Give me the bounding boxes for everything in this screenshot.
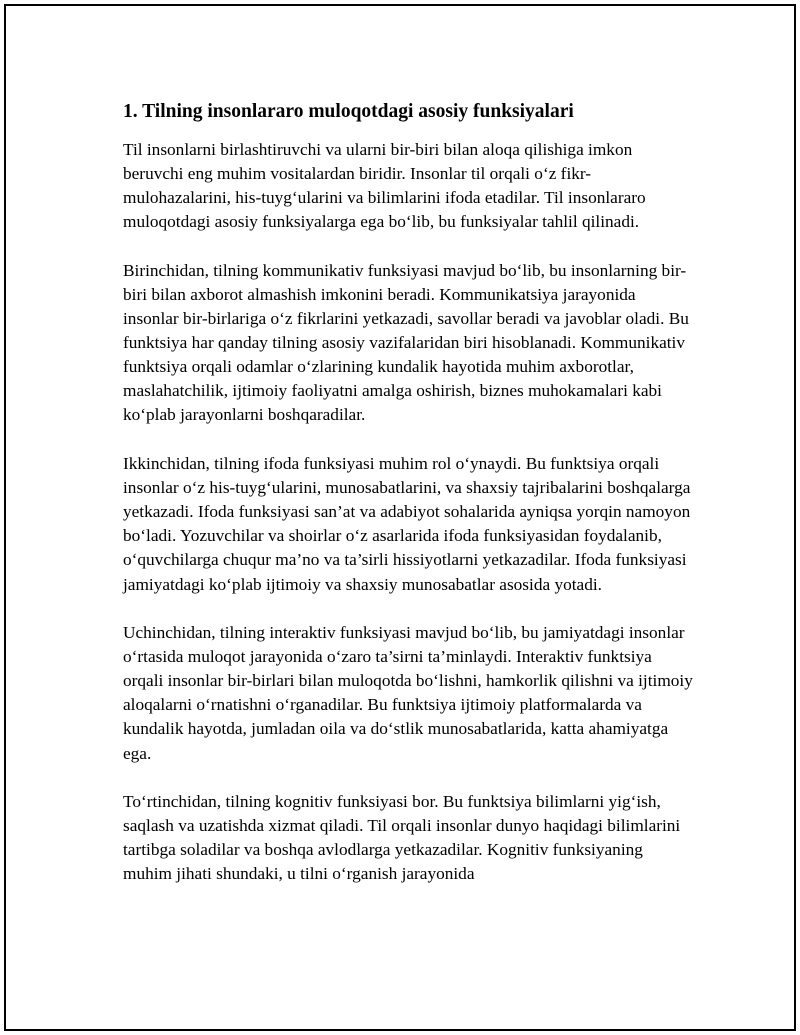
document-body [123, 98, 693, 911]
paragraph-interactive-function: Uchinchidan, tilning interaktiv funksiyasi mavjud bo‘lib, bu jamiyatdagi insonlar o‘rtasida muloqot jarayonida o‘zaro ta’sirni ta’minlaydi. Interaktiv funktsiya orqali insonlar bir-birlari bilan muloqotda bo‘lishni, hamkorlik qilishni va ijtimoiy aloqalarni o‘rnatishni o‘rganadilar. Bu funktsiya ijtimoiy platformalarda va kundalik hayotda, jumladan oila va do‘stlik munosabatlarida, katta ahamiyatga ega. [123, 623, 693, 763]
paragraph-cognitive-function: To‘rtinchidan, tilning kognitiv funksiyasi bor. Bu funktsiya bilimlarni yig‘ish, saqlash va uzatishda xizmat qiladi. Til orqali insonlar dunyo haqidagi bilimlarini tartibga soladilar va boshqa avlodlarga yetkazadilar. Kognitiv funksiyaning muhim jihati shundaki, u tilni o‘rganish jarayonida [123, 792, 681, 884]
page-frame [4, 4, 796, 1031]
section-heading: 1. Tilning insonlararo muloqotdagi asosiy funksiyalari [123, 101, 574, 122]
paragraph-expressive-function: Ikkinchidan, tilning ifoda funksiyasi muhim rol o‘ynaydi. Bu funktsiya orqali insonlar o‘z his-tuyg‘ularini, munosabatlarini, va shaxsiy tajribalarini boshqalarga yetkazadi. Ifoda funksiyasi san’at va adabiyot sohalarida ayniqsa yorqin namoyon bo‘ladi. Yozuvchilar va shoirlar o‘z asarlarida ifoda funksiyasidan foydalanib, o‘quvchilarga chuqur ma’no va ta’sirli hissiyotlarni yetkazadilar. Ifoda funksiyasi jamiyatdagi ko‘plab ijtimoiy va shaxsiy munosabatlar asosida yotadi. [123, 454, 691, 594]
paragraph-intro: Til insonlarni birlashtiruvchi va ularni bir-biri bilan aloqa qilishiga imkon beruvchi eng muhim vositalardan biridir. Insonlar til orqali o‘z fikr-mulohazalarini, his-tuyg‘ularini va bilimlarini ifoda etadilar. Til insonlararo muloqotdagi asosiy funksiyalarga ega bo‘lib, bu funksiyalar tahlil qilinadi. [123, 140, 646, 232]
paragraph-communicative-function: Birinchidan, tilning kommunikativ funksiyasi mavjud bo‘lib, bu insonlarning bir-biri bilan axborot almashish imkonini beradi. Kommunikatsiya jarayonida insonlar bir-birlariga o‘z fikrlarini yetkazadi, savollar beradi va javoblar oladi. Bu funktsiya har qanday tilning asosiy vazifalaridan biri hisoblanadi. Kommunikativ funktsiya orqali odamlar o‘zlarining kundalik hayotida muhim axborotlar, maslahatchilik, ijtimoiy faoliyatni amalga oshirish, biznes muhokamalari kabi ko‘plab jarayonlarni boshqaradilar. [123, 260, 689, 425]
